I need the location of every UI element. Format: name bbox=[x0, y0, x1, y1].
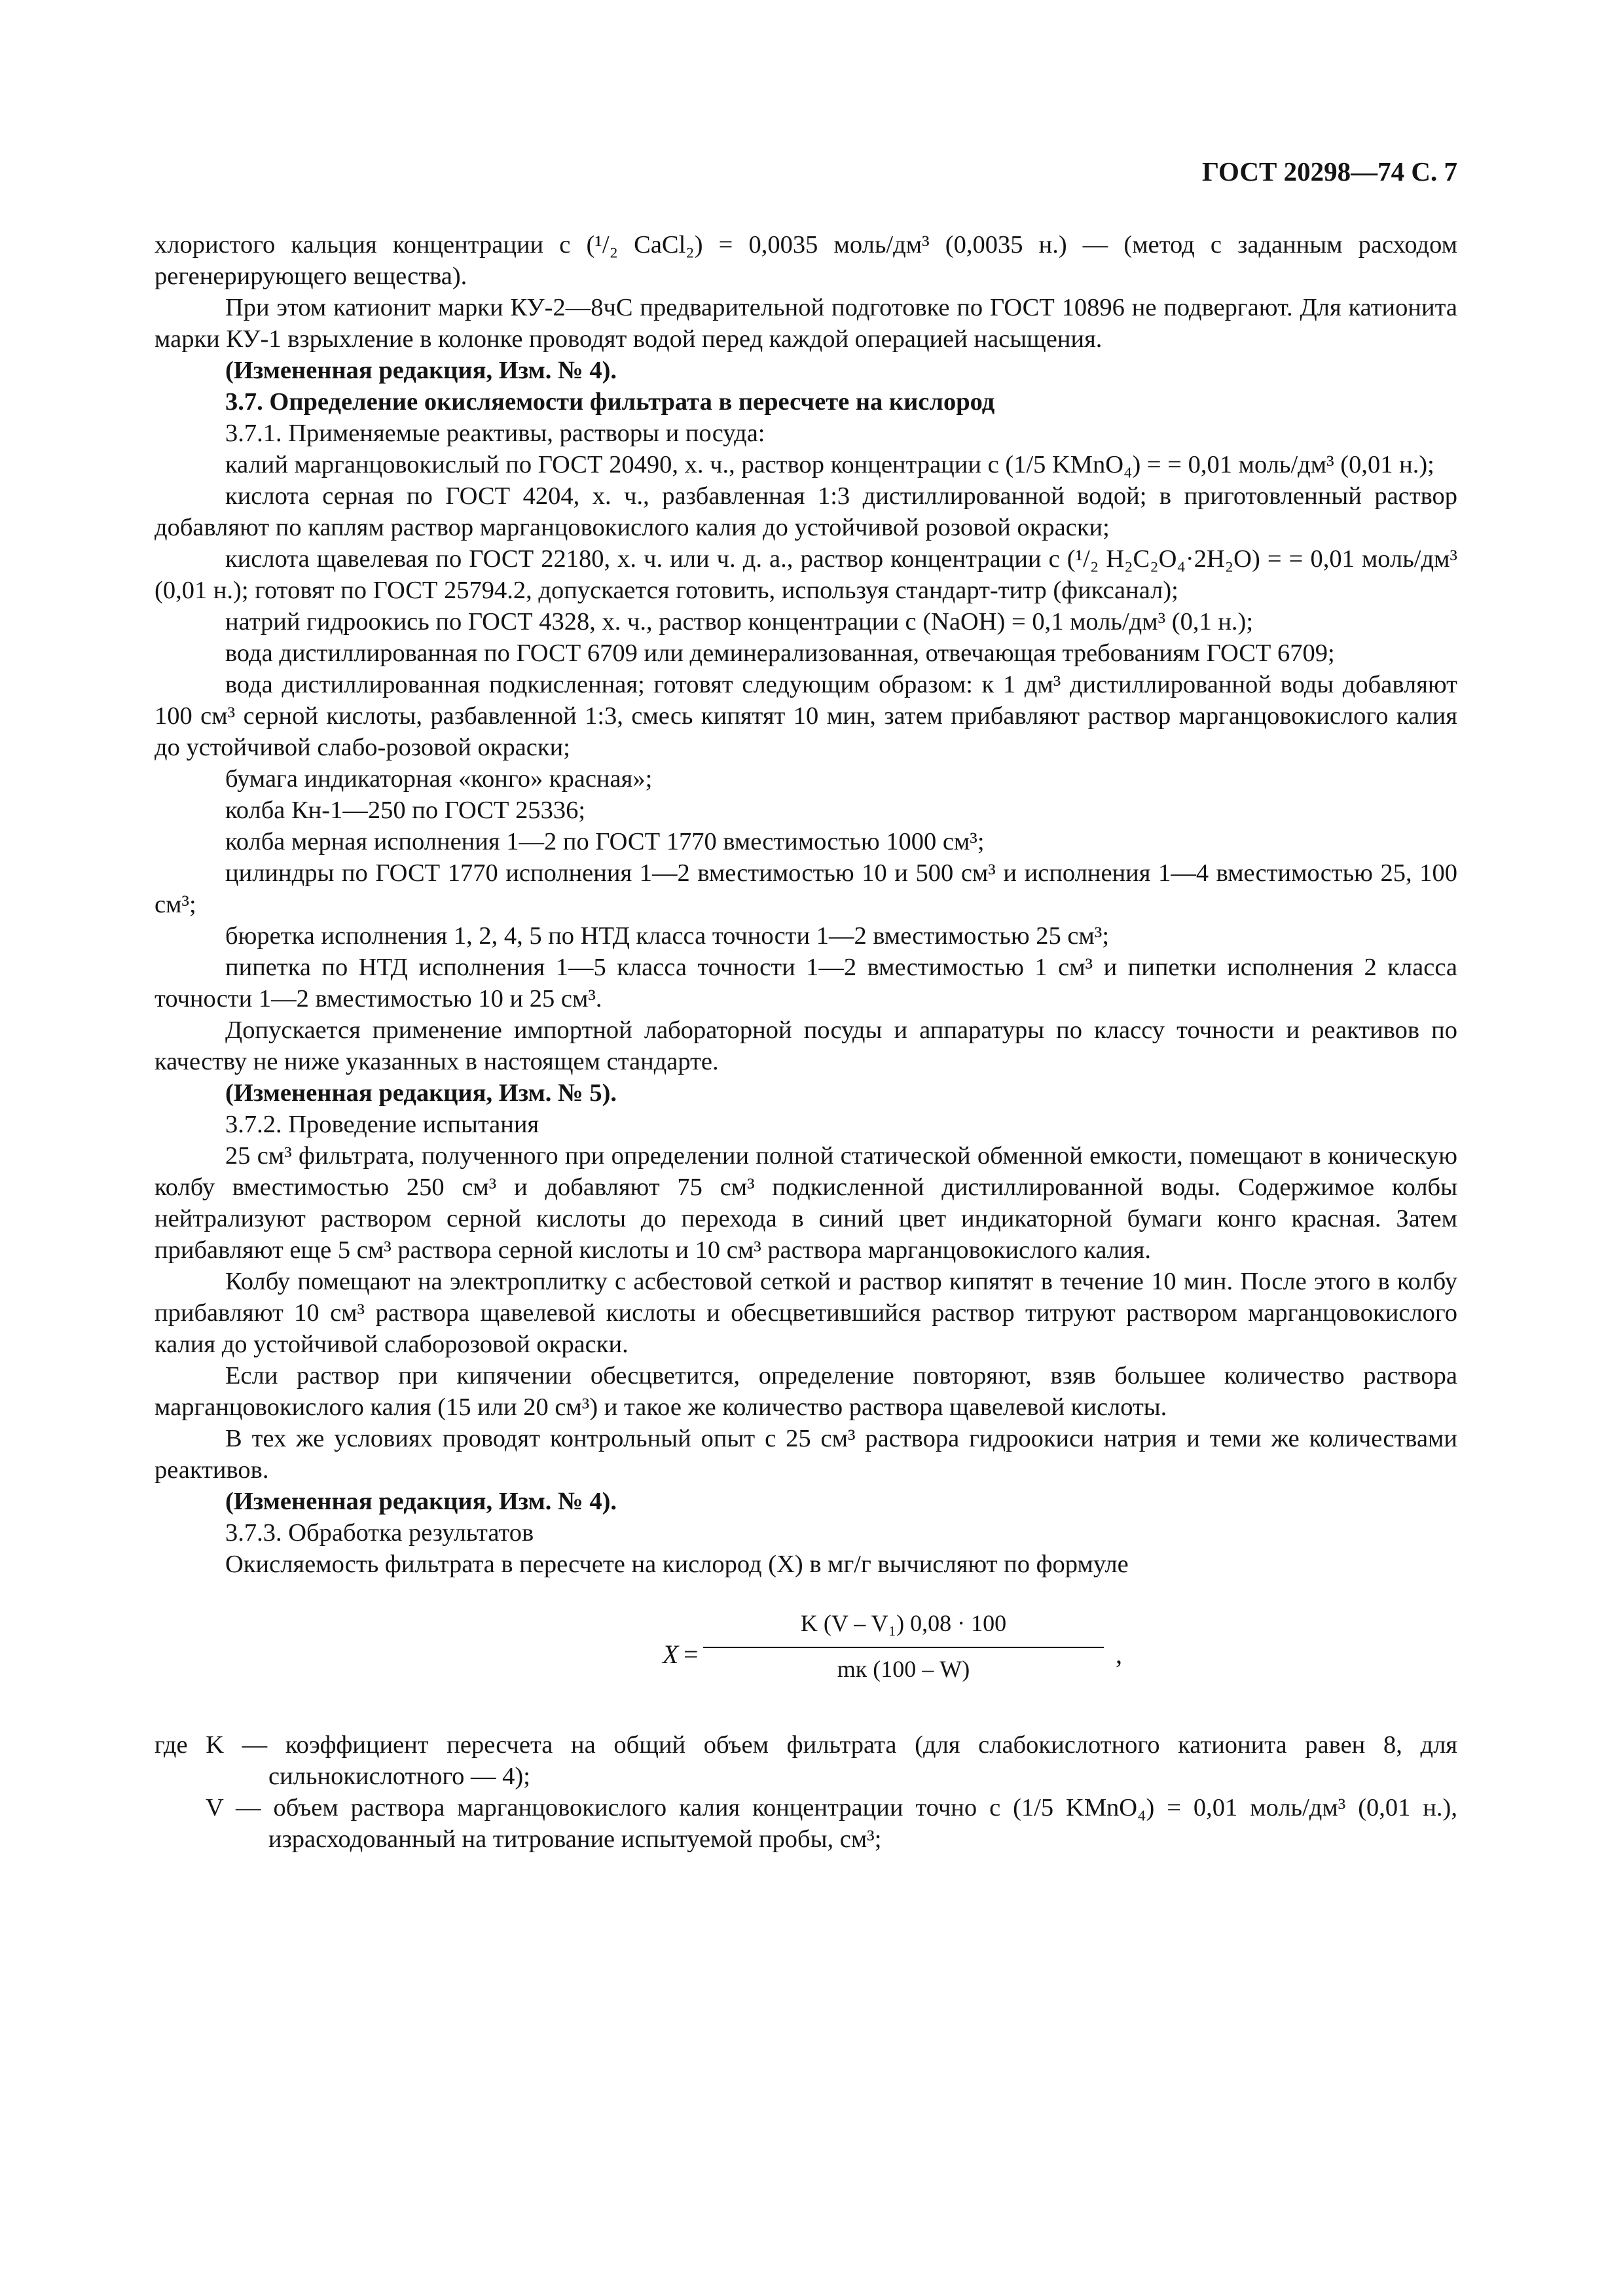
equipment-item: цилиндры по ГОСТ 1770 исполнения 1—2 вместимостью 10 и 500 см³ и исполнения 1—4 вместимостью 25, 100 см³; bbox=[155, 859, 1457, 918]
equipment-item: колба мерная исполнения 1—2 по ГОСТ 1770 вместимостью 1000 см³; bbox=[225, 828, 985, 855]
formula-denominator: mк (100 – W) bbox=[837, 1656, 970, 1682]
paragraph-continuation: хлористого кальция концентрации c (¹/₂ CaCl₂) = 0,0035 моль/дм³ (0,0035 н.) — (метод с заданным расходом регенерирующего вещества). bbox=[155, 231, 1457, 290]
paragraph: Колбу помещают на электроплитку с асбестовой сеткой и раствор кипятят в течение 10 мин. После этого в колбу прибавляют 10 см³ раствора щавелевой кислоты и обесцветившийся раствор титруют раствором марганцовокислого калия до устойчивой слаборозовой окраски. bbox=[155, 1268, 1457, 1358]
subsection-3-7-2: 3.7.2. Проведение испытания bbox=[225, 1111, 539, 1138]
subsection-3-7-1: 3.7.1. Применяемые реактивы, растворы и посуда: bbox=[225, 420, 765, 447]
formula-lhs: X bbox=[663, 1640, 679, 1669]
paragraph: Если раствор при кипячении обесцветится, определение повторяют, взяв большее количество раствора марганцовокислого калия (15 или 20 см³) и такое же количество раствора щавелевой кислоты. bbox=[155, 1362, 1457, 1421]
reagent-item: калий марганцовокислый по ГОСТ 20490, х. ч., раствор концентрации c (1/5 KMnO₄) = = 0,01 моль/дм³ (0,01 н.); bbox=[225, 451, 1434, 478]
fraction-bar bbox=[703, 1647, 1104, 1648]
formula-equals: = bbox=[684, 1640, 699, 1669]
formula-numerator: K (V – V₁) 0,08 · 100 bbox=[800, 1610, 1007, 1636]
paragraph: Окисляемость фильтрата в пересчете на кислород (X) в мг/г вычисляют по формуле bbox=[225, 1551, 1129, 1578]
definitions bbox=[155, 1729, 1457, 1855]
equipment-item: бумага индикаторная «конго» красная»; bbox=[225, 765, 653, 793]
document-page bbox=[155, 156, 1457, 1855]
paragraph: В тех же условиях проводят контрольный опыт с 25 см³ раствора гидроокиси натрия и теми же количествами реактивов. bbox=[155, 1425, 1457, 1484]
reagent-item: вода дистиллированная подкисленная; готовят следующим образом: к 1 дм³ дистиллированной воды добавляют 100 см³ серной кислоты, разбавленной 1:3, смесь кипятят 10 мин, затем прибавляют раствор марганцовокислого калия до устойчивой слабо-розовой окраски; bbox=[155, 671, 1457, 761]
equipment-item: колба Кн-1—250 по ГОСТ 25336; bbox=[225, 797, 586, 824]
reagent-item: вода дистиллированная по ГОСТ 6709 или деминерализованная, отвечающая требованиям ГОСТ 6709; bbox=[225, 639, 1335, 667]
section-heading-3-7: 3.7. Определение окисляемости фильтрата в пересчете на кислород bbox=[225, 388, 995, 416]
reagent-item: натрий гидроокись по ГОСТ 4328, х. ч., раствор концентрации c (NaOH) = 0,1 моль/дм³ (0,1 н.); bbox=[225, 608, 1254, 636]
edit-note: (Измененная редакция, Изм. № 4). bbox=[225, 357, 617, 384]
reagent-item: кислота щавелевая по ГОСТ 22180, х. ч. или ч. д. а., раствор концентрации c (¹/₂ H₂C₂O₄·2H₂O) = = 0,01 моль/дм³ (0,01 н.); готовят по ГОСТ 25794.2, допускается готовить, используя стандарт-титр (фиксанал); bbox=[155, 545, 1457, 604]
definition-k: где K — коэффициент пересчета на общий объем фильтрата (для слабокислотного катионита равен 8, для сильнокислотного — 4); bbox=[155, 1731, 1457, 1790]
definition-v: V — объем раствора марганцовокислого калия концентрации точно c (1/5 KMnO₄) = 0,01 моль/дм³ (0,01 н.), израсходованный на титрование испытуемой пробы, см³; bbox=[206, 1794, 1457, 1853]
oxidizability-formula bbox=[155, 1607, 1457, 1703]
page-header: ГОСТ 20298—74 С. 7 bbox=[1201, 156, 1457, 187]
edit-note: (Измененная редакция, Изм. № 4). bbox=[225, 1488, 617, 1515]
equipment-item: бюретка исполнения 1, 2, 4, 5 по НТД класса точности 1—2 вместимостью 25 см³; bbox=[225, 922, 1110, 950]
formula-comma: , bbox=[1116, 1640, 1122, 1669]
paragraph: При этом катионит марки КУ-2—8чС предварительной подготовке по ГОСТ 10896 не подвергают. Для катионита марки КУ-1 взрыхление в колонке проводят водой перед каждой операцией насыщения. bbox=[155, 294, 1457, 353]
edit-note: (Измененная редакция, Изм. № 5). bbox=[225, 1079, 617, 1107]
paragraph: 25 см³ фильтрата, полученного при определении полной статической обменной емкости, помещают в коническую колбу вместимостью 250 см³ и добавляют 75 см³ подкисленной дистиллированной воды. Содержимое колбы нейтрализуют раствором серной кислоты до перехода в синий цвет индикаторной бумаги конго красная. Затем прибавляют еще 5 см³ раствора серной кислоты и 10 см³ раствора марганцовокислого калия. bbox=[155, 1142, 1457, 1264]
paragraph: Допускается применение импортной лабораторной посуды и аппаратуры по классу точности и реактивов по качеству не ниже указанных в настоящем стандарте. bbox=[155, 1016, 1457, 1075]
subsection-3-7-3: 3.7.3. Обработка результатов bbox=[225, 1519, 534, 1547]
reagent-item: кислота серная по ГОСТ 4204, х. ч., разбавленная 1:3 дистиллированной водой; в приготовленный раствор добавляют по каплям раствор марганцовокислого калия до устойчивой розовой окраски; bbox=[155, 482, 1457, 541]
equipment-item: пипетка по НТД исполнения 1—5 класса точности 1—2 вместимостью 1 см³ и пипетки исполнения 2 класса точности 1—2 вместимостью 10 и 25 см³. bbox=[155, 954, 1457, 1013]
